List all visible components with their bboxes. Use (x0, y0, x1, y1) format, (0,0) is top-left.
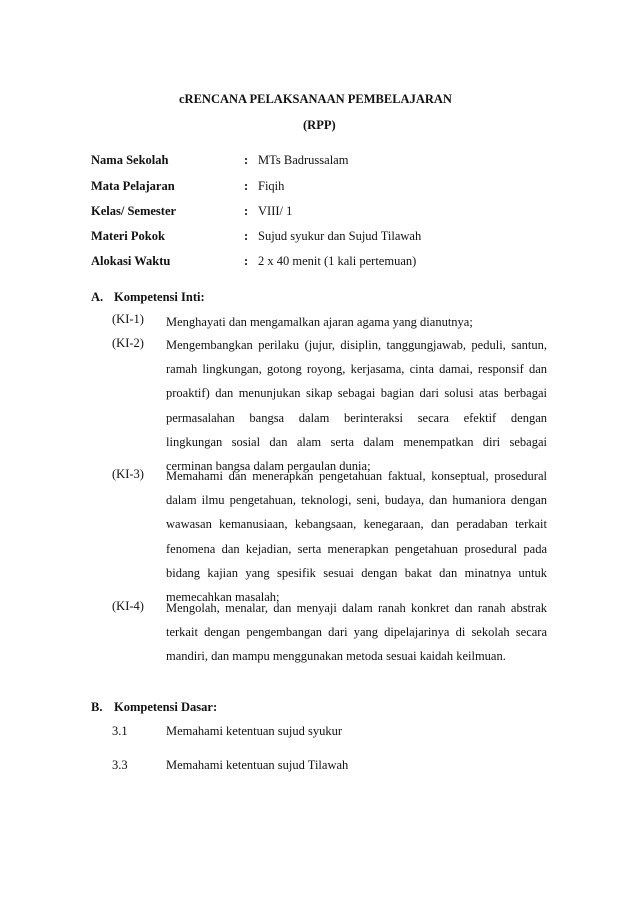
identity-label: Kelas/ Semester (91, 204, 177, 218)
identity-label: Materi Pokok (91, 229, 165, 243)
ki-line: mandiri, dan mampu menggunakan metoda sesuai kaidah keilmuan. (166, 649, 506, 664)
kd-code: 3.1 (112, 724, 128, 738)
ki-line: Menghayati dan mengamalkan ajaran agama yang dianutnya; (166, 315, 473, 329)
identity-value: Sujud syukur dan Sujud Tilawah (258, 229, 422, 243)
identity-value: MTs Badrussalam (258, 153, 349, 167)
section-title: Kompetensi Inti: (114, 290, 205, 304)
ki-line: dalam ilmu pengetahuan, teknologi, seni, budaya, dan humaniora dengan (166, 493, 547, 508)
ki-code: (KI-4) (112, 599, 144, 613)
ki-code: (KI-2) (112, 336, 144, 350)
ki-line: cerminan bangsa dalam pergaulan dunia; (166, 459, 371, 474)
ki-text (166, 596, 547, 669)
kd-code: 3.3 (112, 758, 128, 772)
section-letter: B. (91, 700, 103, 714)
ki-item (0, 464, 638, 614)
ki-line: terkait dengan pengembangan dari yang dipelajarinya di sekolah secara (166, 625, 547, 640)
kd-item (0, 724, 638, 744)
ki-line: fenomena dan kejadian, serta menerapkan pengetahuan prosedural pada (166, 541, 547, 556)
ki-line: proaktif) dan menunjukan sikap sebagai bagian dari solusi atas berbagai (166, 386, 547, 401)
ki-line: Mengolah, menalar, dan menyaji dalam ranah konkret dan ranah abstrak (166, 601, 547, 615)
section-a-heading (91, 290, 205, 305)
ki-line: lingkungan sosial dan alam serta dalam menempatkan diri sebagai (166, 434, 547, 449)
identity-label: Nama Sekolah (91, 153, 169, 167)
ki-line: Mengembangkan perilaku (jujur, disiplin, tanggungjawab, peduli, santun, (166, 338, 547, 352)
identity-value: VIII/ 1 (258, 204, 293, 218)
ki-line: ramah lingkungan, gotong royong, kerjasama, cinta damai, responsif dan (166, 362, 547, 377)
ki-line: wawasan kemanusiaan, kebangsaan, kenegaraan, dan peradaban terkait (166, 517, 547, 532)
ki-item (0, 596, 638, 671)
document-title: cRENCANA PELAKSANAAN PEMBELAJARAN (179, 92, 452, 106)
ki-code: (KI-1) (112, 312, 144, 326)
identity-colon: : (244, 229, 249, 243)
identity-label: Alokasi Waktu (91, 254, 171, 268)
identity-colon: : (244, 153, 249, 167)
document-subtitle: (RPP) (303, 118, 336, 132)
section-letter: A. (91, 290, 104, 304)
section-title: Kompetensi Dasar: (114, 700, 218, 714)
identity-label: Mata Pelajaran (91, 179, 175, 193)
ki-line: permasalahan bangsa dalam berinteraksi secara efektif dengan (166, 410, 547, 425)
ki-item (0, 310, 638, 334)
identity-value: 2 x 40 menit (1 kali pertemuan) (258, 254, 417, 268)
identity-colon: : (244, 204, 249, 218)
identity-colon: : (244, 179, 249, 193)
ki-text (166, 333, 547, 478)
ki-text (166, 310, 547, 334)
identity-value: Fiqih (258, 179, 285, 193)
ki-line: memecahkan masalah; (166, 590, 280, 605)
ki-line: bidang kajian yang spesifik sesuai dengan bakat dan minatnya untuk (166, 565, 547, 580)
kd-item (0, 758, 638, 778)
section-b-heading (91, 700, 217, 715)
kd-text: Memahami ketentuan sujud Tilawah (166, 758, 349, 772)
identity-colon: : (244, 254, 249, 268)
ki-code: (KI-3) (112, 467, 144, 481)
ki-text (166, 464, 547, 609)
kd-text: Memahami ketentuan sujud syukur (166, 724, 343, 738)
ki-line: Memahami dan menerapkan pengetahuan faktual, konseptual, prosedural (166, 469, 547, 483)
ki-item (0, 333, 638, 483)
